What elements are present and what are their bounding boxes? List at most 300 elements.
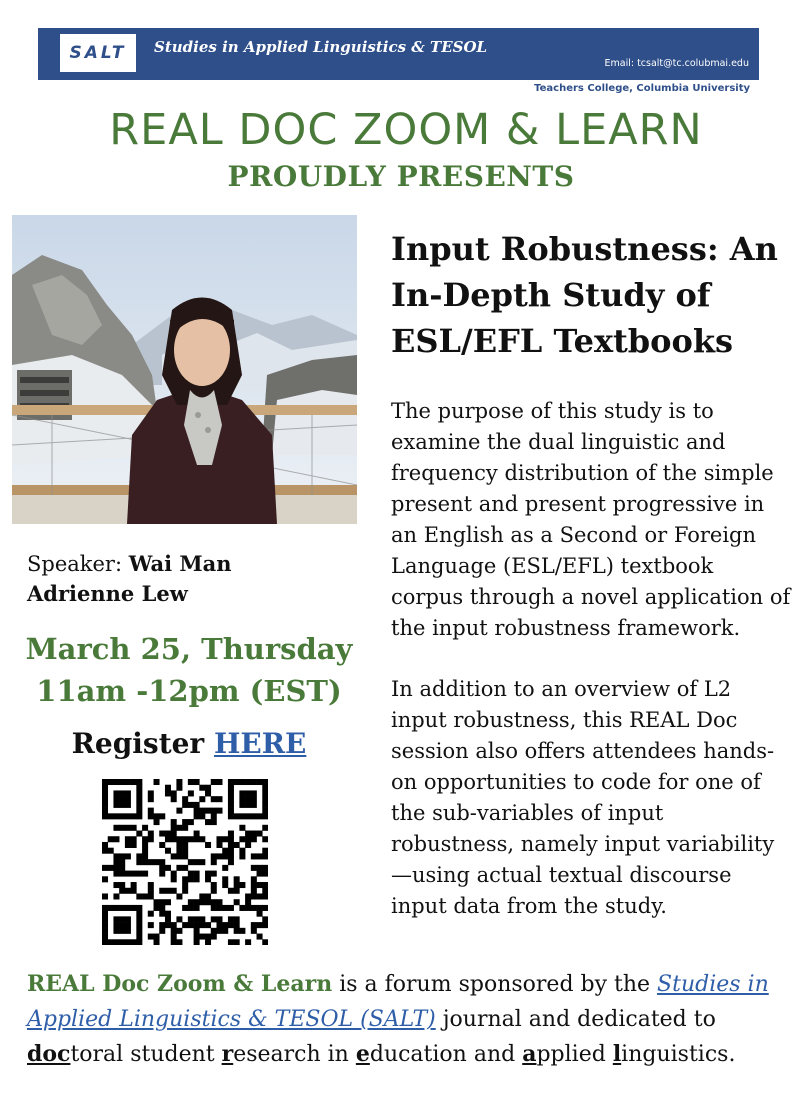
qr-module (239, 882, 245, 888)
qr-module (211, 916, 217, 922)
qr-module (216, 836, 222, 842)
qr-module (228, 905, 234, 911)
qr-module (228, 831, 234, 837)
qr-module (211, 905, 217, 911)
qr-module (176, 842, 182, 848)
qr-module (262, 939, 268, 945)
qr-module (176, 916, 182, 922)
qr-module (182, 922, 188, 928)
qr-module (125, 871, 131, 877)
qr-module (142, 893, 148, 899)
qr-module (159, 871, 165, 877)
qr-module (251, 790, 257, 796)
qr-module (262, 871, 268, 877)
qr-module (182, 825, 188, 831)
qr-module (222, 928, 228, 934)
qr-module (199, 859, 205, 865)
qr-module (113, 882, 119, 888)
qr-module (211, 934, 217, 940)
qr-module (251, 905, 257, 911)
qr-module (136, 916, 142, 922)
qr-module (251, 865, 257, 871)
qr-module (119, 859, 125, 865)
qr-module (159, 888, 165, 894)
qr-module (228, 790, 234, 796)
qr-module (136, 928, 142, 934)
qr-module (194, 876, 200, 882)
qr-module (251, 928, 257, 934)
qr-module (234, 899, 240, 905)
qr-module (239, 905, 245, 911)
qr-module (113, 905, 119, 911)
qr-module (262, 865, 268, 871)
qr-module (216, 922, 222, 928)
qr-module (188, 802, 194, 808)
qr-module (251, 893, 257, 899)
qr-module (176, 853, 182, 859)
qr-module (125, 922, 131, 928)
qr-module (239, 802, 245, 808)
qr-module (257, 831, 263, 837)
qr-module (148, 922, 154, 928)
qr-module (102, 928, 108, 934)
qr-module (257, 922, 263, 928)
series-title: REAL DOC ZOOM & LEARN (109, 105, 703, 155)
qr-module (262, 790, 268, 796)
qr-module (113, 825, 119, 831)
qr-module (165, 831, 171, 837)
qr-module (239, 813, 245, 819)
qr-module (251, 802, 257, 808)
qr-module (136, 853, 142, 859)
qr-module (262, 796, 268, 802)
qr-module (234, 888, 240, 894)
qr-module (125, 813, 131, 819)
qr-module (125, 779, 131, 785)
qr-module (131, 905, 137, 911)
qr-module (136, 859, 142, 865)
qr-module (211, 796, 217, 802)
qr-module (171, 934, 177, 940)
qr-module (108, 779, 114, 785)
qr-module (131, 871, 137, 877)
qr-module (159, 922, 165, 928)
header-banner (38, 28, 759, 80)
qr-module (199, 893, 205, 899)
qr-module (165, 848, 171, 854)
qr-module (234, 922, 240, 928)
abstract-paragraph-1: The purpose of this study is to examine the dual linguistic and frequency distribution of the simple present and present progressive in an English as a Second or Foreign Language (ESL/EFL) textbook corpus through a novel application of the input robustness framework. (391, 399, 791, 640)
qr-module (171, 888, 177, 894)
qr-module (113, 939, 119, 945)
qr-module (211, 888, 217, 894)
qr-module (194, 905, 200, 911)
qr-module (199, 934, 205, 940)
qr-module (136, 813, 142, 819)
footer-word: ducation and (369, 1042, 523, 1067)
qr-module (199, 922, 205, 928)
qr-module (234, 882, 240, 888)
qr-module (125, 796, 131, 802)
journal-link[interactable]: Studies in Applied Linguistics & TESOL (SALT) (27, 972, 769, 1032)
qr-module (262, 785, 268, 791)
qr-module (171, 831, 177, 837)
qr-module (119, 865, 125, 871)
qr-module (194, 899, 200, 905)
footer-word: inguistics. (621, 1042, 736, 1067)
footer-word: esearch in (233, 1042, 356, 1067)
footer-text-1: is a forum sponsored by the (332, 972, 658, 997)
qr-module (148, 796, 154, 802)
qr-module (188, 905, 194, 911)
qr-module (159, 831, 165, 837)
qr-module (251, 831, 257, 837)
qr-module (194, 779, 200, 785)
qr-module (211, 808, 217, 814)
qr-module (113, 928, 119, 934)
qr-module (228, 939, 234, 945)
qr-module (257, 779, 263, 785)
qr-module (234, 876, 240, 882)
qr-module (205, 876, 211, 882)
qr-module (182, 836, 188, 842)
qr-module (176, 779, 182, 785)
qr-module (205, 939, 211, 945)
presents-subtitle: PROUDLY PRESENTS (227, 160, 575, 193)
qr-module (245, 939, 251, 945)
qr-module (194, 916, 200, 922)
qr-module (102, 876, 108, 882)
qr-module (136, 779, 142, 785)
qr-module (262, 779, 268, 785)
qr-module (262, 853, 268, 859)
qr-module (251, 853, 257, 859)
event-time: 11am -12pm (EST) (36, 674, 342, 708)
qr-module (171, 825, 177, 831)
qr-module (211, 779, 217, 785)
qr-module (251, 882, 257, 888)
qr-module (136, 893, 142, 899)
qr-module (113, 779, 119, 785)
qr-module (188, 916, 194, 922)
qr-module (119, 939, 125, 945)
qr-module (228, 813, 234, 819)
qr-module (102, 934, 108, 940)
qr-module (245, 899, 251, 905)
qr-module (154, 819, 160, 825)
acronym-r: r (221, 1041, 234, 1067)
qr-module (136, 934, 142, 940)
qr-module (119, 916, 125, 922)
qr-module (108, 836, 114, 842)
qr-module (154, 859, 160, 865)
qr-module (136, 939, 142, 945)
qr-module (125, 836, 131, 842)
qr-module (102, 796, 108, 802)
qr-module (148, 888, 154, 894)
qr-module (148, 859, 154, 865)
qr-module (222, 836, 228, 842)
speaker-info (27, 549, 287, 609)
qr-module (257, 893, 263, 899)
qr-module (211, 882, 217, 888)
qr-module (148, 836, 154, 842)
speaker-photo (12, 215, 357, 524)
qr-module (228, 836, 234, 842)
qr-module (154, 905, 160, 911)
qr-module (257, 813, 263, 819)
qr-module (165, 790, 171, 796)
qr-module (188, 836, 194, 842)
qr-module (262, 905, 268, 911)
qr-module (159, 859, 165, 865)
qr-module (171, 871, 177, 877)
qr-module (222, 848, 228, 854)
qr-module (136, 911, 142, 917)
qr-module (211, 859, 217, 865)
qr-module (245, 831, 251, 837)
qr-module (245, 893, 251, 899)
qr-module (228, 916, 234, 922)
qr-module (159, 842, 165, 848)
qr-module (216, 916, 222, 922)
qr-module (102, 779, 108, 785)
qr-module (182, 842, 188, 848)
qr-module (113, 790, 119, 796)
qr-module (113, 893, 119, 899)
qr-module (142, 842, 148, 848)
qr-module (262, 825, 268, 831)
qr-module (216, 905, 222, 911)
qr-module (113, 853, 119, 859)
qr-module (234, 842, 240, 848)
qr-module (205, 790, 211, 796)
qr-module (257, 865, 263, 871)
footer-text-2: journal and dedicated to (435, 1007, 716, 1032)
qr-module (148, 813, 154, 819)
qr-module (205, 934, 211, 940)
qr-module (113, 865, 119, 871)
forum-name: REAL Doc Zoom & Learn (27, 971, 333, 997)
qr-module (108, 865, 114, 871)
qr-module (188, 876, 194, 882)
qr-module (234, 928, 240, 934)
qr-module (176, 808, 182, 814)
qr-module (245, 796, 251, 802)
qr-module (176, 893, 182, 899)
acronym-e: e (355, 1041, 370, 1067)
qr-module (182, 888, 188, 894)
qr-module (194, 859, 200, 865)
qr-module (194, 871, 200, 877)
qr-module (188, 922, 194, 928)
affiliation: Teachers College, Columbia University (534, 83, 750, 94)
qr-module (102, 813, 108, 819)
qr-module (205, 871, 211, 877)
qr-module (165, 888, 171, 894)
qr-module (245, 813, 251, 819)
qr-module (182, 819, 188, 825)
acronym-doc: doc (27, 1041, 71, 1067)
qr-module (176, 848, 182, 854)
qr-module (102, 802, 108, 808)
qr-module (216, 808, 222, 814)
qr-module (211, 899, 217, 905)
qr-module (182, 853, 188, 859)
qr-module (222, 882, 228, 888)
qr-module (171, 922, 177, 928)
qr-module (113, 796, 119, 802)
qr-module (102, 922, 108, 928)
qr-module (154, 899, 160, 905)
qr-module (113, 802, 119, 808)
qr-module (176, 939, 182, 945)
qr-module (182, 848, 188, 854)
qr-module (234, 916, 240, 922)
register-label: Register (71, 727, 205, 760)
qr-module (108, 848, 114, 854)
qr-module (176, 928, 182, 934)
qr-module (216, 842, 222, 848)
qr-module (188, 899, 194, 905)
qr-module (199, 813, 205, 819)
qr-module (119, 802, 125, 808)
qr-module (228, 796, 234, 802)
qr-module (194, 831, 200, 837)
qr-module (188, 859, 194, 865)
qr-module (228, 888, 234, 894)
qr-module (165, 785, 171, 791)
qr-module (216, 928, 222, 934)
qr-module (182, 796, 188, 802)
qr-module (119, 796, 125, 802)
qr-module (165, 899, 171, 905)
qr-module (154, 779, 160, 785)
qr-module (228, 779, 234, 785)
qr-module (234, 779, 240, 785)
qr-module (199, 916, 205, 922)
qr-module (199, 836, 205, 842)
abstract-paragraph-2: In addition to an overview of L2 input robustness, this REAL Doc session also offers attendees hands-on opportunities to code for one of the sub-variables of input robustness, namely input variability—using actual textual discourse input data from the study. (391, 677, 775, 918)
qr-module (228, 853, 234, 859)
qr-module (154, 934, 160, 940)
qr-module (188, 819, 194, 825)
qr-module (125, 928, 131, 934)
qr-module (148, 831, 154, 837)
qr-module (165, 836, 171, 842)
qr-module (262, 808, 268, 814)
qr-module (131, 888, 137, 894)
qr-module (251, 836, 257, 842)
qr-module (119, 790, 125, 796)
qr-module (125, 939, 131, 945)
qr-module (222, 905, 228, 911)
salt-logo (60, 34, 136, 72)
talk-title: Input Robustness: An In-Depth Study of ESL/EFL Textbooks (391, 230, 778, 360)
qr-module (108, 813, 114, 819)
qr-module (113, 922, 119, 928)
qr-module (262, 922, 268, 928)
qr-module (113, 813, 119, 819)
event-datetime (14, 628, 364, 712)
qr-module (102, 785, 108, 791)
qr-module (239, 790, 245, 796)
qr-module (228, 859, 234, 865)
qr-module (205, 893, 211, 899)
qr-module (165, 865, 171, 871)
qr-module (113, 871, 119, 877)
qr-module (194, 802, 200, 808)
qr-module (194, 934, 200, 940)
qr-module (113, 916, 119, 922)
qr-module (119, 853, 125, 859)
qr-module (113, 859, 119, 865)
footer-word: pplied (536, 1042, 613, 1067)
qr-module (216, 899, 222, 905)
qr-module (102, 808, 108, 814)
qr-module (205, 819, 211, 825)
qr-module (262, 916, 268, 922)
qr-module (194, 808, 200, 814)
qr-module (136, 785, 142, 791)
qr-module (182, 876, 188, 882)
qr-module (159, 813, 165, 819)
qr-module (228, 808, 234, 814)
qr-module (159, 865, 165, 871)
qr-module (119, 871, 125, 877)
qr-module (171, 790, 177, 796)
qr-module (131, 882, 137, 888)
qr-module (102, 893, 108, 899)
qr-module (136, 796, 142, 802)
qr-module (211, 928, 217, 934)
qr-module (262, 893, 268, 899)
qr-module (102, 790, 108, 796)
qr-module (171, 939, 177, 945)
qr-module (199, 785, 205, 791)
qr-module (222, 865, 228, 871)
qr-module (228, 802, 234, 808)
qr-module (102, 911, 108, 917)
qr-module (194, 836, 200, 842)
register-link[interactable]: HERE (213, 727, 307, 760)
qr-module (131, 836, 137, 842)
qr-module (119, 928, 125, 934)
qr-module (262, 882, 268, 888)
qr-module (113, 836, 119, 842)
qr-module (176, 825, 182, 831)
qr-module (257, 871, 263, 877)
qr-module (119, 779, 125, 785)
qr-module (125, 802, 131, 808)
qr-module (205, 842, 211, 848)
qr-module (102, 916, 108, 922)
qr-module (125, 790, 131, 796)
qr-module (188, 790, 194, 796)
qr-module (171, 876, 177, 882)
qr-module (245, 802, 251, 808)
speaker-name: Wai Man Adrienne Lew (27, 551, 232, 606)
qr-module (119, 825, 125, 831)
qr-module (228, 842, 234, 848)
registration-qr-code[interactable] (102, 779, 268, 945)
qr-module (142, 871, 148, 877)
qr-module (239, 836, 245, 842)
qr-module (148, 911, 154, 917)
qr-module (136, 808, 142, 814)
qr-module (182, 865, 188, 871)
qr-module (131, 939, 137, 945)
